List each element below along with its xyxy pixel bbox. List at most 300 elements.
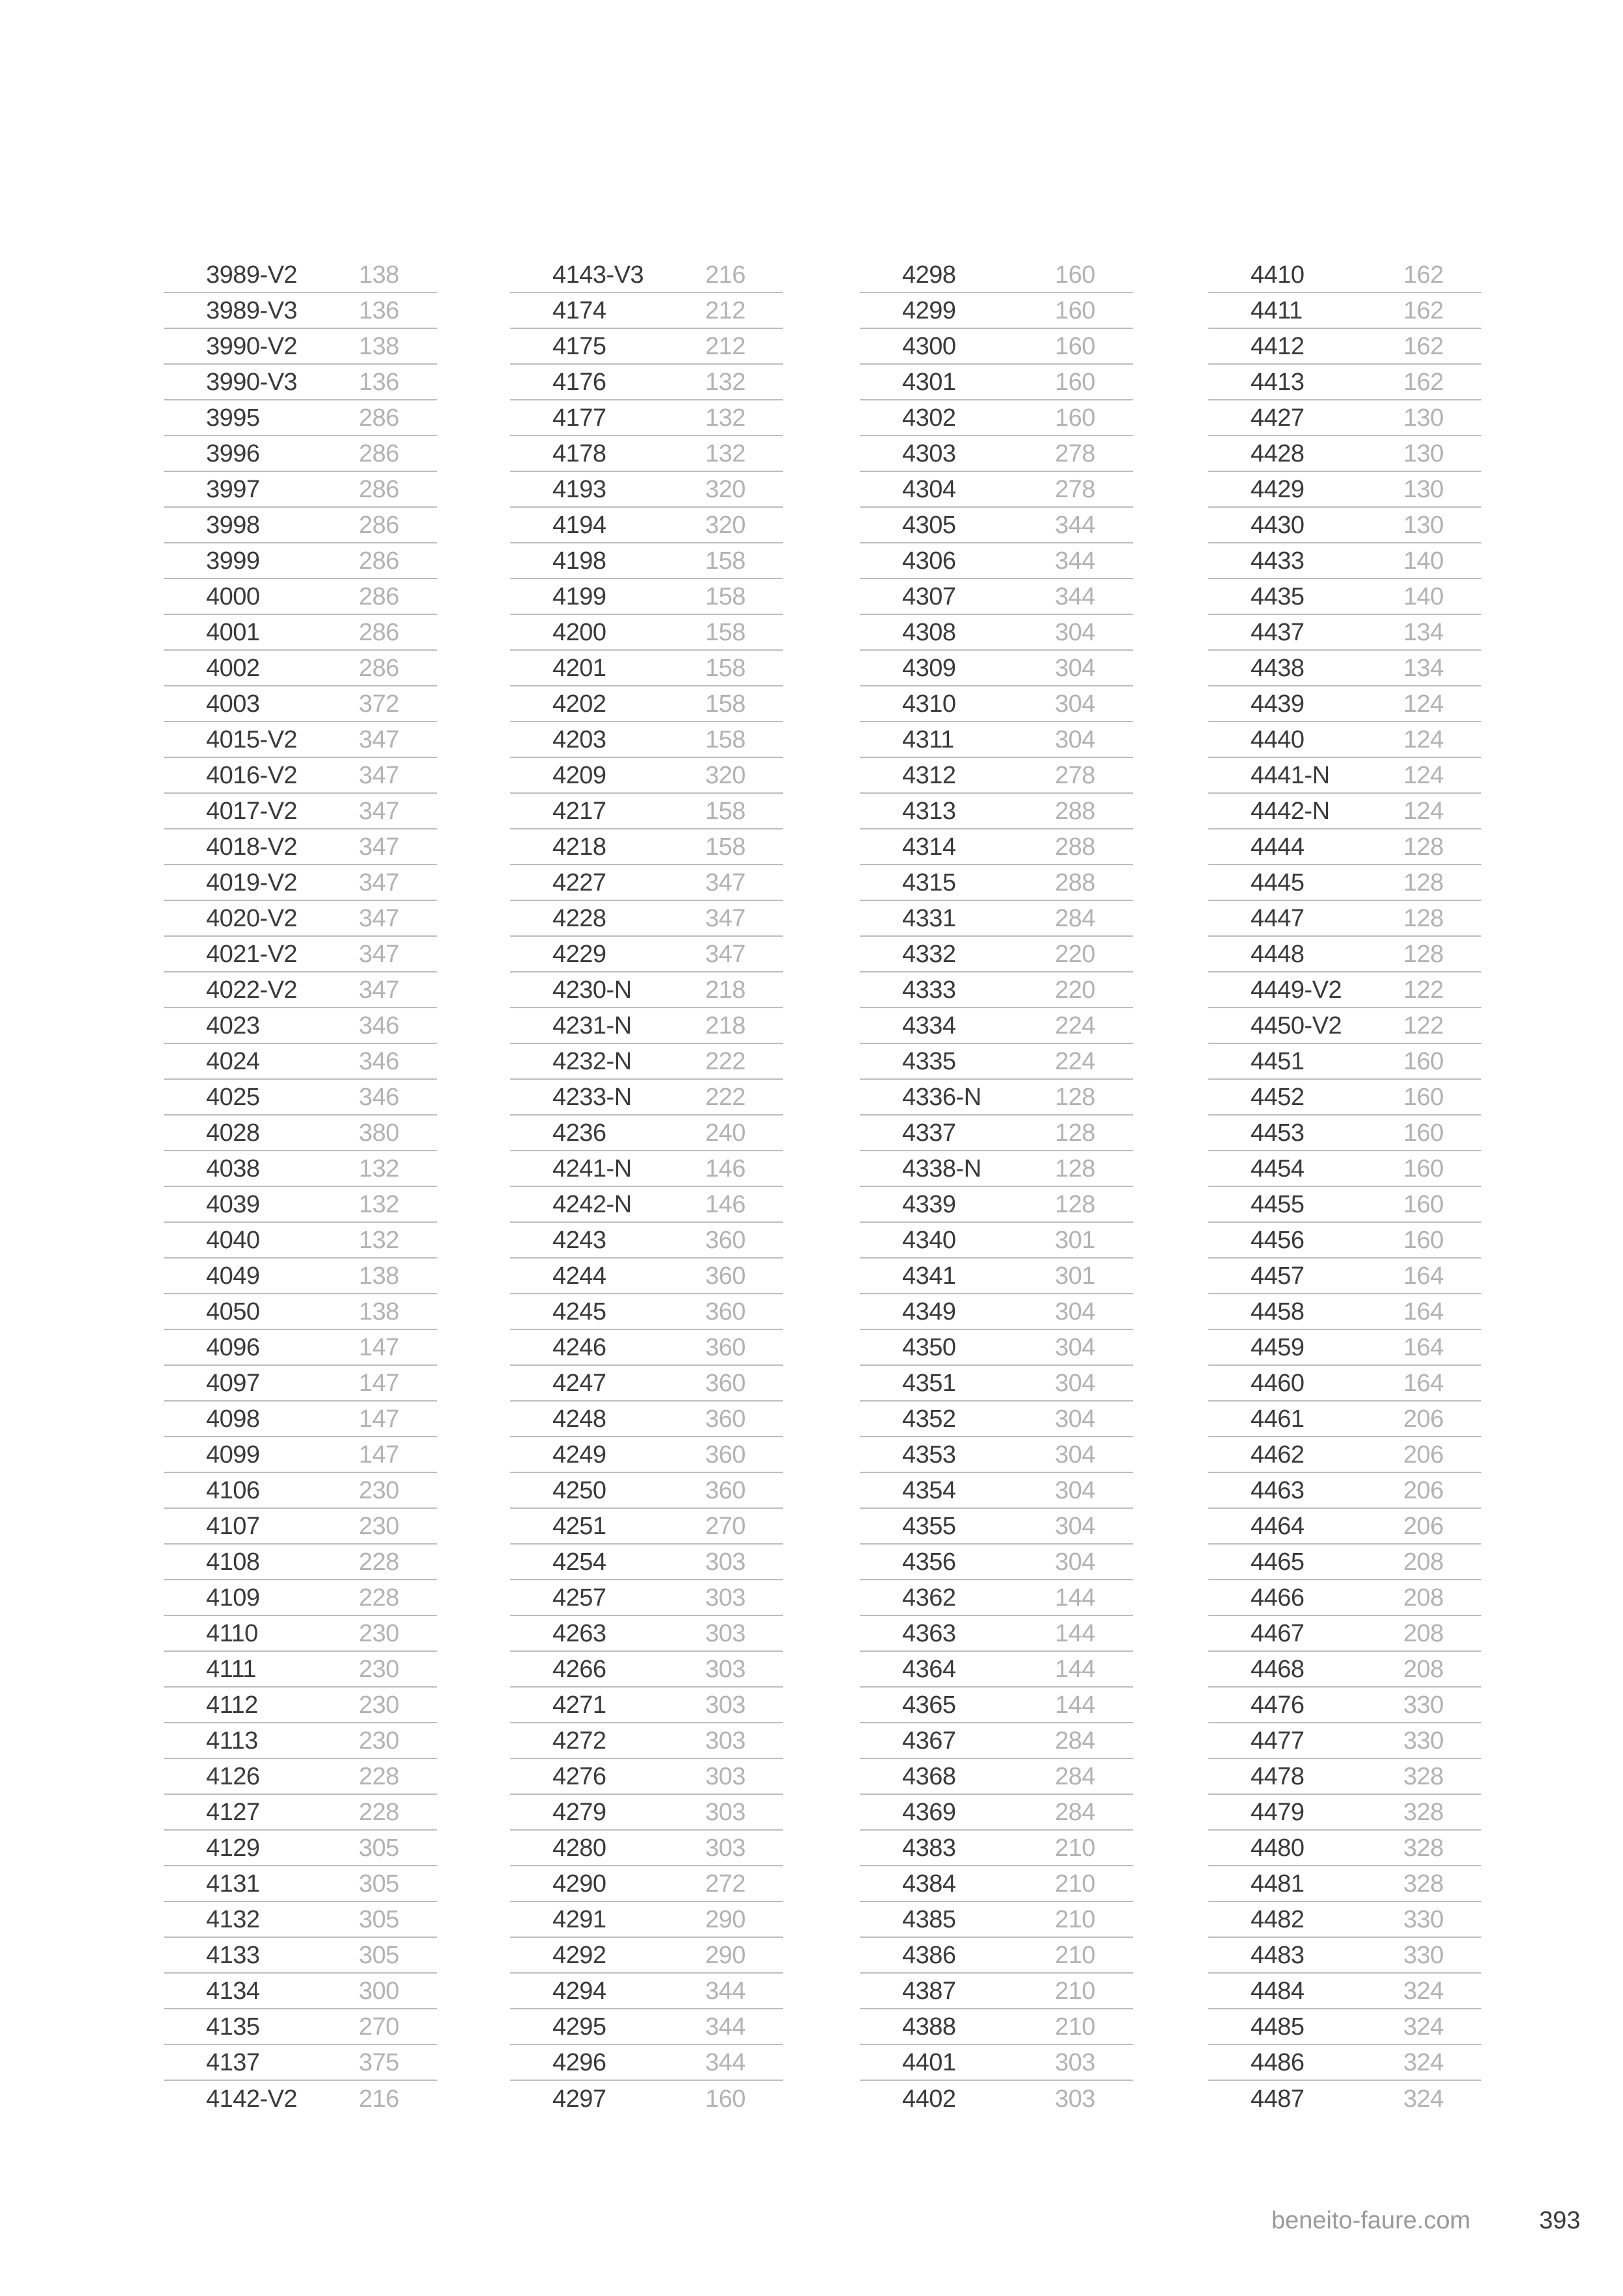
product-code: 4176 bbox=[552, 368, 606, 396]
page-reference: 132 bbox=[359, 1190, 399, 1218]
product-code: 4021-V2 bbox=[206, 940, 298, 968]
page-reference: 347 bbox=[359, 725, 399, 753]
index-row bbox=[510, 794, 783, 829]
page-reference: 160 bbox=[705, 2085, 746, 2113]
page-reference: 230 bbox=[359, 1512, 399, 1540]
page-reference: 344 bbox=[705, 2048, 746, 2076]
index-row bbox=[164, 1616, 437, 1652]
product-code: 4384 bbox=[902, 1870, 956, 1898]
index-row bbox=[1208, 472, 1481, 508]
index-row bbox=[1208, 615, 1481, 651]
page-reference: 228 bbox=[359, 1762, 399, 1790]
page-reference: 375 bbox=[359, 2048, 399, 2076]
index-row bbox=[164, 1437, 437, 1473]
index-row bbox=[860, 1115, 1133, 1151]
page-reference: 284 bbox=[1055, 1798, 1095, 1826]
product-code: 4468 bbox=[1251, 1655, 1305, 1683]
page-reference: 304 bbox=[1055, 1441, 1095, 1468]
index-column-3 bbox=[860, 257, 1133, 2117]
index-row bbox=[860, 1223, 1133, 1259]
product-code: 3990-V3 bbox=[206, 368, 298, 396]
index-row bbox=[1208, 1294, 1481, 1330]
page-reference: 347 bbox=[359, 761, 399, 789]
page-reference: 328 bbox=[1403, 1798, 1444, 1826]
product-code: 4368 bbox=[902, 1762, 956, 1790]
index-row bbox=[1208, 1831, 1481, 1866]
page-reference: 128 bbox=[1055, 1119, 1095, 1147]
product-code: 4338-N bbox=[902, 1155, 981, 1182]
page-reference: 347 bbox=[359, 833, 399, 861]
product-code: 4113 bbox=[206, 1727, 258, 1755]
product-code: 4107 bbox=[206, 1512, 260, 1540]
page-reference: 278 bbox=[1055, 439, 1095, 467]
page-reference: 208 bbox=[1403, 1548, 1444, 1576]
page-reference: 138 bbox=[359, 332, 399, 360]
page-reference: 288 bbox=[1055, 868, 1095, 896]
page-reference: 347 bbox=[705, 868, 746, 896]
index-row bbox=[1208, 1545, 1481, 1580]
product-code: 4352 bbox=[902, 1405, 956, 1433]
index-row bbox=[164, 1652, 437, 1688]
product-code: 4428 bbox=[1251, 439, 1305, 467]
index-row bbox=[860, 2081, 1133, 2117]
index-row bbox=[1208, 1366, 1481, 1402]
page-reference: 305 bbox=[359, 1870, 399, 1898]
index-row bbox=[860, 436, 1133, 472]
page-reference: 208 bbox=[1403, 1584, 1444, 1611]
product-code: 4108 bbox=[206, 1548, 260, 1576]
product-code: 4479 bbox=[1251, 1798, 1305, 1826]
index-row bbox=[510, 1831, 783, 1866]
product-code: 4111 bbox=[206, 1655, 256, 1683]
index-row bbox=[164, 1187, 437, 1223]
page-reference: 360 bbox=[705, 1298, 746, 1325]
product-code: 4451 bbox=[1251, 1047, 1305, 1075]
product-code: 4233-N bbox=[552, 1083, 632, 1111]
product-code: 4112 bbox=[206, 1691, 258, 1719]
index-row bbox=[1208, 1616, 1481, 1652]
product-code: 4232-N bbox=[552, 1047, 632, 1075]
index-row bbox=[860, 794, 1133, 829]
index-row bbox=[1208, 1437, 1481, 1473]
index-row bbox=[164, 1080, 437, 1115]
page-reference: 134 bbox=[1403, 654, 1444, 682]
index-row bbox=[164, 615, 437, 651]
index-row bbox=[860, 1723, 1133, 1759]
product-code: 4454 bbox=[1251, 1155, 1305, 1182]
product-code: 4427 bbox=[1251, 404, 1305, 432]
index-row bbox=[1208, 758, 1481, 794]
page-reference: 222 bbox=[705, 1047, 746, 1075]
product-code: 4453 bbox=[1251, 1119, 1305, 1147]
product-code: 4025 bbox=[206, 1083, 260, 1111]
product-code: 4098 bbox=[206, 1405, 260, 1433]
product-code: 4245 bbox=[552, 1298, 606, 1325]
page-reference: 130 bbox=[1403, 511, 1444, 539]
page-reference: 347 bbox=[705, 904, 746, 932]
index-row bbox=[860, 2009, 1133, 2045]
product-code: 4266 bbox=[552, 1655, 606, 1683]
page-reference: 144 bbox=[1055, 1691, 1095, 1719]
product-code: 4097 bbox=[206, 1369, 260, 1397]
index-row bbox=[510, 1151, 783, 1187]
index-row bbox=[510, 1294, 783, 1330]
page-reference: 303 bbox=[705, 1655, 746, 1683]
index-row bbox=[164, 1294, 437, 1330]
index-row bbox=[510, 293, 783, 329]
index-row bbox=[510, 937, 783, 972]
product-code: 4028 bbox=[206, 1119, 260, 1147]
product-code: 4467 bbox=[1251, 1619, 1305, 1647]
index-row bbox=[1208, 651, 1481, 686]
product-code: 4410 bbox=[1251, 261, 1305, 289]
page-reference: 278 bbox=[1055, 761, 1095, 789]
index-row bbox=[1208, 794, 1481, 829]
product-code: 4402 bbox=[902, 2085, 956, 2113]
product-code: 4435 bbox=[1251, 582, 1305, 610]
product-code: 4203 bbox=[552, 725, 606, 753]
product-code: 4228 bbox=[552, 904, 606, 932]
page-reference: 230 bbox=[359, 1476, 399, 1504]
page-reference: 344 bbox=[1055, 511, 1095, 539]
index-row bbox=[1208, 972, 1481, 1008]
product-code: 4353 bbox=[902, 1441, 956, 1468]
page-reference: 328 bbox=[1403, 1834, 1444, 1862]
product-code: 4385 bbox=[902, 1905, 956, 1933]
index-row bbox=[164, 1580, 437, 1616]
index-row bbox=[860, 543, 1133, 579]
page-reference: 128 bbox=[1403, 904, 1444, 932]
product-code: 4243 bbox=[552, 1226, 606, 1254]
page-reference: 347 bbox=[359, 868, 399, 896]
index-row bbox=[860, 1437, 1133, 1473]
page-reference: 210 bbox=[1055, 1870, 1095, 1898]
product-code: 4271 bbox=[552, 1691, 606, 1719]
page-reference: 303 bbox=[1055, 2085, 1095, 2113]
index-row bbox=[1208, 686, 1481, 722]
product-code: 4126 bbox=[206, 1762, 260, 1790]
index-row bbox=[860, 1509, 1133, 1545]
product-code: 4295 bbox=[552, 2013, 606, 2041]
page-reference: 124 bbox=[1403, 761, 1444, 789]
index-row bbox=[860, 1831, 1133, 1866]
index-row bbox=[1208, 1473, 1481, 1509]
product-code: 4134 bbox=[206, 1977, 260, 2005]
product-code: 4437 bbox=[1251, 618, 1305, 646]
product-code: 4438 bbox=[1251, 654, 1305, 682]
product-code: 4447 bbox=[1251, 904, 1305, 932]
product-code: 4129 bbox=[206, 1834, 260, 1862]
product-code: 4305 bbox=[902, 511, 956, 539]
product-code: 4456 bbox=[1251, 1226, 1305, 1254]
page-reference: 206 bbox=[1403, 1512, 1444, 1540]
product-code: 4401 bbox=[902, 2048, 956, 2076]
page-reference: 301 bbox=[1055, 1226, 1095, 1254]
product-code: 4022-V2 bbox=[206, 976, 298, 1004]
index-row bbox=[860, 1080, 1133, 1115]
index-row bbox=[1208, 2009, 1481, 2045]
product-code: 4249 bbox=[552, 1441, 606, 1468]
page-reference: 147 bbox=[359, 1405, 399, 1433]
page-reference: 206 bbox=[1403, 1476, 1444, 1504]
index-row bbox=[1208, 829, 1481, 865]
page-reference: 210 bbox=[1055, 1834, 1095, 1862]
product-code: 4020-V2 bbox=[206, 904, 298, 932]
index-row bbox=[860, 829, 1133, 865]
product-code: 4290 bbox=[552, 1870, 606, 1898]
product-code: 4194 bbox=[552, 511, 606, 539]
page-reference: 216 bbox=[359, 2085, 399, 2113]
page-reference: 347 bbox=[359, 904, 399, 932]
page-reference: 324 bbox=[1403, 2085, 1444, 2113]
page-reference: 147 bbox=[359, 1369, 399, 1397]
index-row bbox=[164, 1259, 437, 1294]
index-row bbox=[510, 365, 783, 400]
page-reference: 132 bbox=[359, 1226, 399, 1254]
index-row bbox=[164, 1044, 437, 1080]
index-row bbox=[164, 651, 437, 686]
product-code: 4429 bbox=[1251, 475, 1305, 503]
product-code: 4452 bbox=[1251, 1083, 1305, 1111]
index-row bbox=[164, 1759, 437, 1795]
product-code: 4304 bbox=[902, 475, 956, 503]
index-row bbox=[860, 1294, 1133, 1330]
page-reference: 324 bbox=[1403, 2048, 1444, 2076]
page-reference: 286 bbox=[359, 439, 399, 467]
product-code: 4135 bbox=[206, 2013, 260, 2041]
page-reference: 128 bbox=[1055, 1155, 1095, 1182]
index-row bbox=[860, 1259, 1133, 1294]
product-code: 4272 bbox=[552, 1727, 606, 1755]
page-reference: 160 bbox=[1055, 404, 1095, 432]
page-reference: 158 bbox=[705, 833, 746, 861]
page-reference: 330 bbox=[1403, 1905, 1444, 1933]
product-code: 4439 bbox=[1251, 690, 1305, 718]
page-reference: 230 bbox=[359, 1691, 399, 1719]
product-code: 4131 bbox=[206, 1870, 260, 1898]
page-reference: 380 bbox=[359, 1119, 399, 1147]
index-row bbox=[860, 865, 1133, 901]
page-reference: 158 bbox=[705, 618, 746, 646]
page-reference: 160 bbox=[1055, 368, 1095, 396]
index-row bbox=[164, 257, 437, 293]
page-reference: 284 bbox=[1055, 904, 1095, 932]
index-row bbox=[860, 1330, 1133, 1366]
page-reference: 272 bbox=[705, 1870, 746, 1898]
index-row bbox=[860, 758, 1133, 794]
product-code: 4481 bbox=[1251, 1870, 1305, 1898]
index-row bbox=[1208, 1652, 1481, 1688]
index-row bbox=[860, 1902, 1133, 1938]
product-code: 4356 bbox=[902, 1548, 956, 1576]
index-row bbox=[164, 901, 437, 937]
index-row bbox=[1208, 365, 1481, 400]
page-reference: 346 bbox=[359, 1083, 399, 1111]
product-code: 4110 bbox=[206, 1619, 258, 1647]
product-code: 3996 bbox=[206, 439, 260, 467]
product-code: 4016-V2 bbox=[206, 761, 298, 789]
product-code: 4478 bbox=[1251, 1762, 1305, 1790]
product-code: 4096 bbox=[206, 1333, 260, 1361]
product-code: 4335 bbox=[902, 1047, 956, 1075]
index-row bbox=[510, 329, 783, 365]
page-reference: 372 bbox=[359, 690, 399, 718]
index-row bbox=[860, 1366, 1133, 1402]
product-code: 4462 bbox=[1251, 1441, 1305, 1468]
page-reference: 286 bbox=[359, 582, 399, 610]
page-reference: 162 bbox=[1403, 332, 1444, 360]
product-code: 4276 bbox=[552, 1762, 606, 1790]
index-row bbox=[510, 686, 783, 722]
product-code: 4200 bbox=[552, 618, 606, 646]
index-row bbox=[164, 2081, 437, 2117]
index-row bbox=[510, 1115, 783, 1151]
product-code: 4294 bbox=[552, 1977, 606, 2005]
product-code: 4257 bbox=[552, 1584, 606, 1611]
index-row bbox=[860, 1545, 1133, 1580]
index-row bbox=[1208, 1330, 1481, 1366]
index-row bbox=[860, 1616, 1133, 1652]
product-code: 4463 bbox=[1251, 1476, 1305, 1504]
page-reference: 303 bbox=[705, 1798, 746, 1826]
product-code: 4175 bbox=[552, 332, 606, 360]
page-reference: 132 bbox=[705, 368, 746, 396]
page-reference: 124 bbox=[1403, 725, 1444, 753]
index-row bbox=[510, 1223, 783, 1259]
index-row bbox=[510, 1688, 783, 1723]
product-code: 4300 bbox=[902, 332, 956, 360]
index-row bbox=[860, 1866, 1133, 1902]
product-code: 4449-V2 bbox=[1251, 976, 1342, 1004]
index-row bbox=[510, 758, 783, 794]
product-code: 4355 bbox=[902, 1512, 956, 1540]
product-code: 4127 bbox=[206, 1798, 260, 1826]
product-code: 4000 bbox=[206, 582, 260, 610]
page-reference: 286 bbox=[359, 618, 399, 646]
index-row bbox=[1208, 329, 1481, 365]
index-row bbox=[164, 1008, 437, 1044]
index-row bbox=[1208, 1223, 1481, 1259]
product-code: 4132 bbox=[206, 1905, 260, 1933]
page-reference: 130 bbox=[1403, 475, 1444, 503]
page-reference: 206 bbox=[1403, 1405, 1444, 1433]
product-code: 4297 bbox=[552, 2085, 606, 2113]
index-row bbox=[860, 2045, 1133, 2081]
page-reference: 330 bbox=[1403, 1941, 1444, 1969]
index-row bbox=[164, 293, 437, 329]
product-code: 4461 bbox=[1251, 1405, 1305, 1433]
index-row bbox=[510, 1759, 783, 1795]
product-code: 4480 bbox=[1251, 1834, 1305, 1862]
page-reference: 206 bbox=[1403, 1441, 1444, 1468]
index-row bbox=[510, 1437, 783, 1473]
page-reference: 160 bbox=[1403, 1083, 1444, 1111]
index-row bbox=[1208, 1259, 1481, 1294]
page-reference: 128 bbox=[1055, 1190, 1095, 1218]
page-reference: 288 bbox=[1055, 833, 1095, 861]
product-code: 4143-V3 bbox=[552, 261, 644, 289]
page-reference: 164 bbox=[1403, 1333, 1444, 1361]
index-row bbox=[164, 1151, 437, 1187]
page-reference: 304 bbox=[1055, 725, 1095, 753]
index-row bbox=[510, 2009, 783, 2045]
page-reference: 162 bbox=[1403, 261, 1444, 289]
page-reference: 304 bbox=[1055, 1512, 1095, 1540]
index-row bbox=[164, 1115, 437, 1151]
index-row bbox=[1208, 2081, 1481, 2117]
page-reference: 304 bbox=[1055, 618, 1095, 646]
index-row bbox=[1208, 1938, 1481, 1974]
page-reference: 301 bbox=[1055, 1262, 1095, 1290]
page-reference: 305 bbox=[359, 1941, 399, 1969]
product-code: 3998 bbox=[206, 511, 260, 539]
page-reference: 144 bbox=[1055, 1584, 1095, 1611]
product-code: 4365 bbox=[902, 1691, 956, 1719]
product-code: 4441-N bbox=[1251, 761, 1330, 789]
page-reference: 305 bbox=[359, 1834, 399, 1862]
index-row bbox=[510, 1652, 783, 1688]
product-code: 4003 bbox=[206, 690, 260, 718]
product-code: 4314 bbox=[902, 833, 956, 861]
page-reference: 158 bbox=[705, 547, 746, 575]
page-reference: 305 bbox=[359, 1905, 399, 1933]
page-reference: 162 bbox=[1403, 368, 1444, 396]
product-code: 4050 bbox=[206, 1298, 260, 1325]
page-reference: 158 bbox=[705, 797, 746, 825]
index-row bbox=[860, 1759, 1133, 1795]
page-reference: 284 bbox=[1055, 1762, 1095, 1790]
index-row bbox=[164, 400, 437, 436]
index-row bbox=[510, 1330, 783, 1366]
page-reference: 122 bbox=[1403, 976, 1444, 1004]
product-code: 4341 bbox=[902, 1262, 956, 1290]
index-row bbox=[860, 901, 1133, 937]
index-row bbox=[510, 615, 783, 651]
index-row bbox=[164, 1974, 437, 2009]
product-code: 4487 bbox=[1251, 2085, 1305, 2113]
page-reference: 320 bbox=[705, 475, 746, 503]
product-code: 4313 bbox=[902, 797, 956, 825]
index-row bbox=[1208, 1115, 1481, 1151]
index-row bbox=[1208, 1580, 1481, 1616]
page-reference: 286 bbox=[359, 511, 399, 539]
page-reference: 134 bbox=[1403, 618, 1444, 646]
page-reference: 344 bbox=[1055, 582, 1095, 610]
product-code: 4001 bbox=[206, 618, 260, 646]
product-code: 4430 bbox=[1251, 511, 1305, 539]
index-row bbox=[860, 508, 1133, 543]
product-code: 4332 bbox=[902, 940, 956, 968]
index-row bbox=[164, 758, 437, 794]
product-code: 4291 bbox=[552, 1905, 606, 1933]
page-reference: 324 bbox=[1403, 2013, 1444, 2041]
page-reference: 240 bbox=[705, 1119, 746, 1147]
index-row bbox=[1208, 1008, 1481, 1044]
index-row bbox=[1208, 1866, 1481, 1902]
product-code: 3997 bbox=[206, 475, 260, 503]
product-code: 4458 bbox=[1251, 1298, 1305, 1325]
product-code: 4292 bbox=[552, 1941, 606, 1969]
product-code: 4229 bbox=[552, 940, 606, 968]
footer-website[interactable]: beneito-faure.com bbox=[1271, 2207, 1471, 2234]
product-code: 4440 bbox=[1251, 725, 1305, 753]
product-code: 4142-V2 bbox=[206, 2085, 298, 2113]
product-code: 4302 bbox=[902, 404, 956, 432]
index-row bbox=[164, 686, 437, 722]
page-reference: 228 bbox=[359, 1584, 399, 1611]
index-row bbox=[510, 1723, 783, 1759]
product-code: 4482 bbox=[1251, 1905, 1305, 1933]
